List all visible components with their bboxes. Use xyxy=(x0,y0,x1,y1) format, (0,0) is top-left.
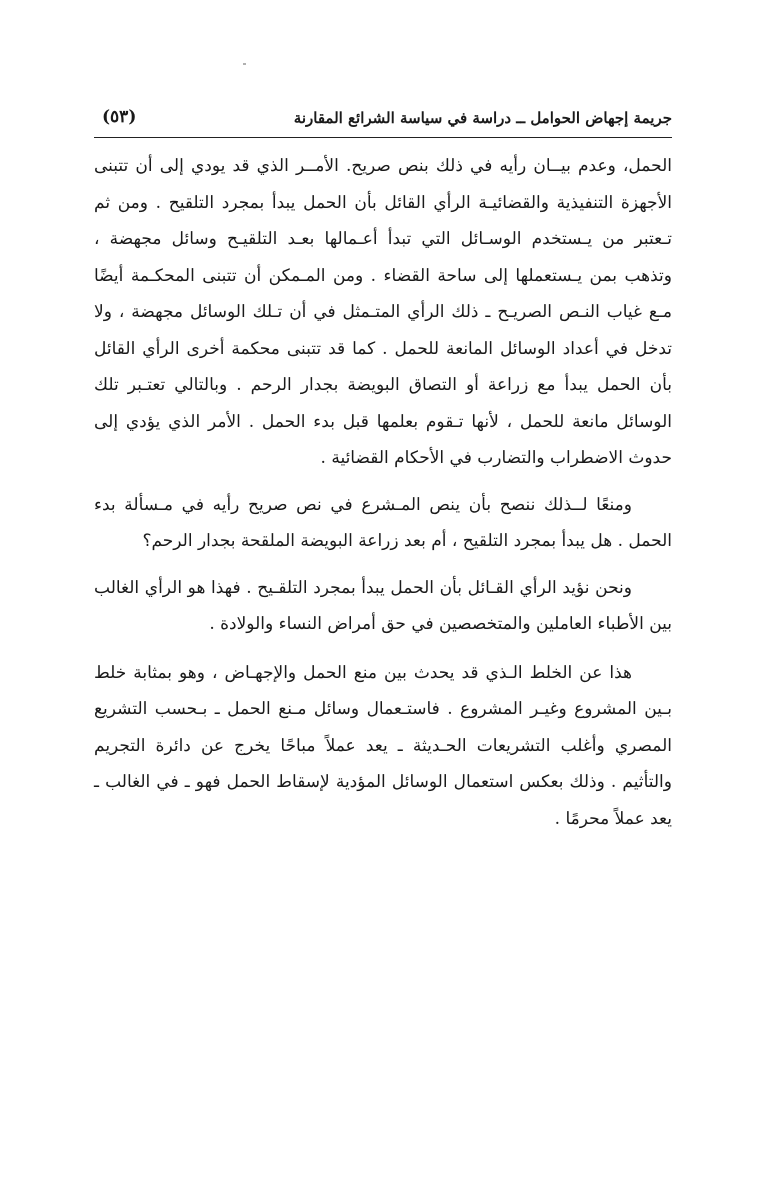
paragraph-1: الحمل، وعدم بيــان رأيه في ذلك بنص صريح. الأمــر الذي قد يودي إلى أن تتبنى الأجهزة التنفيذية والقضائيـة الرأي القائل بأن الحمل يبدأ بمجرد التلقيح . ومن ثم تـعتبر من يـستخدم الوسـائل التي تبدأ أعـمالها بعـد التلقيـح وسائل مجهضة ، وتذهب بمن يـستعملها إلى ساحة القضاء . ومن المـمكن أن تتبنى المحكـمة أيضًا مـع غياب النـص الصريـح ـ ذلك الرأي المتـمثل في أن تـلك الوسائل مجهضة ، ولا تدخل في أعداد الوسائل المانعة للحمل . كما قد تتبنى محكمة أخرى الرأي القائل بأن الحمل يبدأ مع زراعة أو التصاق البويضة بجدار الرحم . وبالتالي تعتـبر تلك الوسائل مانعة للحمل ، لأنها تـقوم بعلمها قبل بدء الحمل . الأمر الذي يؤدي إلى حدوث الاضطراب والتضارب في الأحكام القضائية . xyxy=(94,156,672,468)
running-header xyxy=(94,104,672,138)
header-divider xyxy=(94,137,672,138)
paragraph-4: هذا عن الخلط الـذي قد يحدث بين منع الحمل والإجهـاض ، وهو بمثابة خلط بـين المشروع وغيـر المشروع . فاستـعمال وسائل مـنع الحمل ـ بـحسب التشريع المصري وأغلب التشريعات الحـديثة ـ يعد عملاً مباحًا يخرج عن دائرة التجريم والتأثيم . وذلك بعكس استعمال الوسائل المؤدية لإسقاط الحمل فهو ـ في الغالب ـ يعد عملاً محرمًا . xyxy=(94,662,672,829)
paragraph-3: ونحن نؤيد الرأي القـائل بأن الحمل يبدأ بمجرد التلقـيح . فهذا هو الرأي الغالب بين الأطباء العاملين والمتخصصين في حق أمراض النساء والولادة . xyxy=(94,577,672,634)
paragraph-2: ومنعًا لــذلك ننصح بأن ينص المـشرع في نص صريح رأيه في مـسألة بدء الحمل . هل يبدأ بمجرد التلقيح ، أم بعد زراعة البويضة الملقحة بجدار الرحم؟ xyxy=(94,494,672,551)
running-header-title: جريمة إجهاض الحوامل ــ دراسة في سياسة الشرائع المقارنة xyxy=(293,109,672,127)
page-number: (٥٣) xyxy=(102,107,137,127)
scan-speck xyxy=(243,63,246,65)
body-text xyxy=(94,148,672,837)
